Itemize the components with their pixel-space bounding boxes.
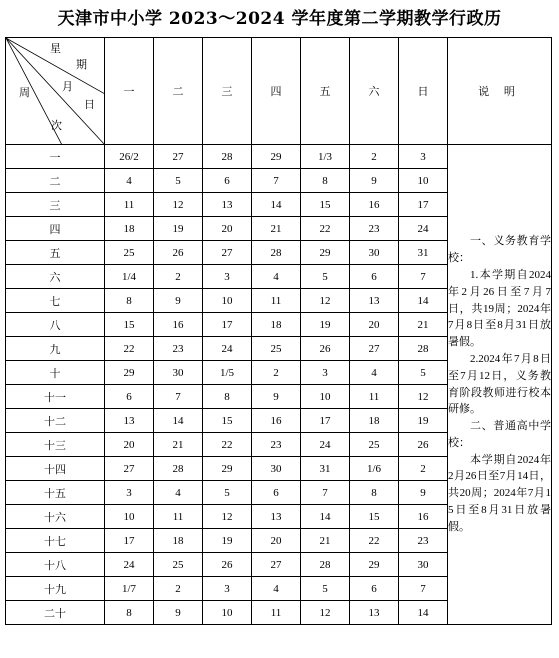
day-cell: 14 [301,505,350,529]
day-cell: 10 [203,601,252,625]
day-cell: 18 [105,217,154,241]
day-cell: 3 [301,361,350,385]
week-number: 二 [6,169,105,193]
day-cell: 22 [105,337,154,361]
corner-label-ci: 次 [51,120,62,132]
day-cell: 16 [399,505,448,529]
day-cell: 5 [399,361,448,385]
day-cell: 12 [154,193,203,217]
weekday-header: 一 [105,38,154,145]
day-cell: 14 [252,193,301,217]
day-cell: 11 [105,193,154,217]
day-cell: 5 [154,169,203,193]
day-cell: 28 [301,553,350,577]
table-row [6,145,552,169]
day-cell: 9 [350,169,399,193]
day-cell: 4 [350,361,399,385]
weekday-header: 五 [301,38,350,145]
day-cell: 11 [154,505,203,529]
day-cell: 16 [350,193,399,217]
week-number: 十八 [6,553,105,577]
day-cell: 8 [350,481,399,505]
day-cell: 12 [203,505,252,529]
notes-cell [448,145,552,625]
day-cell: 13 [252,505,301,529]
day-cell: 29 [301,241,350,265]
notes-paragraph: 1.本学期自2024年2月26日至7月7日，共19周；2024年7月8日至8月31日放暑假。 [448,268,551,349]
day-cell: 12 [301,289,350,313]
day-cell: 2 [154,577,203,601]
day-cell: 26/2 [105,145,154,169]
day-cell: 8 [301,169,350,193]
day-cell: 23 [252,433,301,457]
day-cell: 13 [203,193,252,217]
day-cell: 5 [203,481,252,505]
week-number: 十三 [6,433,105,457]
week-number: 十九 [6,577,105,601]
notes-paragraph: 一、义务教育学校： [448,235,551,265]
day-cell: 14 [399,289,448,313]
day-cell: 13 [350,601,399,625]
day-cell: 2 [350,145,399,169]
day-cell: 28 [154,457,203,481]
week-number: 十 [6,361,105,385]
day-cell: 1/4 [105,265,154,289]
day-cell: 3 [399,145,448,169]
day-cell: 3 [203,265,252,289]
day-cell: 6 [252,481,301,505]
day-cell: 15 [105,313,154,337]
day-cell: 28 [399,337,448,361]
day-cell: 21 [301,529,350,553]
week-number: 十四 [6,457,105,481]
day-cell: 7 [154,385,203,409]
day-cell: 5 [301,265,350,289]
week-number: 九 [6,337,105,361]
day-cell: 10 [105,505,154,529]
day-cell: 19 [301,313,350,337]
day-cell: 10 [203,289,252,313]
day-cell: 12 [301,601,350,625]
day-cell: 7 [399,577,448,601]
day-cell: 24 [203,337,252,361]
day-cell: 20 [350,313,399,337]
weekday-header: 二 [154,38,203,145]
day-cell: 31 [301,457,350,481]
day-cell: 26 [154,241,203,265]
day-cell: 15 [301,193,350,217]
day-cell: 22 [203,433,252,457]
day-cell: 30 [154,361,203,385]
day-cell: 17 [399,193,448,217]
day-cell: 19 [399,409,448,433]
day-cell: 24 [399,217,448,241]
week-number: 十七 [6,529,105,553]
day-cell: 7 [252,169,301,193]
day-cell: 23 [350,217,399,241]
day-cell: 1/6 [350,457,399,481]
day-cell: 28 [203,145,252,169]
day-cell: 17 [203,313,252,337]
day-cell: 21 [154,433,203,457]
day-cell: 25 [350,433,399,457]
day-cell: 12 [399,385,448,409]
day-cell: 21 [399,313,448,337]
day-cell: 20 [252,529,301,553]
day-cell: 29 [350,553,399,577]
day-cell: 27 [154,145,203,169]
day-cell: 11 [350,385,399,409]
day-cell: 11 [252,289,301,313]
day-cell: 20 [203,217,252,241]
week-number: 四 [6,217,105,241]
day-cell: 8 [105,601,154,625]
day-cell: 25 [252,337,301,361]
day-cell: 4 [252,577,301,601]
week-number: 六 [6,265,105,289]
notes-paragraph: 2.2024年7月8日至7月12日，义务教育阶段教师进行校本研修。 [448,352,551,416]
day-cell: 13 [105,409,154,433]
day-cell: 1/5 [203,361,252,385]
day-cell: 27 [203,241,252,265]
day-cell: 25 [154,553,203,577]
day-cell: 15 [350,505,399,529]
day-cell: 11 [252,601,301,625]
week-number: 十五 [6,481,105,505]
day-cell: 27 [350,337,399,361]
week-number: 十二 [6,409,105,433]
day-cell: 27 [252,553,301,577]
day-cell: 30 [252,457,301,481]
day-cell: 17 [105,529,154,553]
day-cell: 23 [399,529,448,553]
day-cell: 3 [203,577,252,601]
day-cell: 26 [399,433,448,457]
day-cell: 6 [350,265,399,289]
day-cell: 5 [301,577,350,601]
week-number: 八 [6,313,105,337]
day-cell: 15 [203,409,252,433]
week-number: 十一 [6,385,105,409]
weekday-header: 三 [203,38,252,145]
day-cell: 29 [203,457,252,481]
weekday-header: 六 [350,38,399,145]
day-cell: 30 [399,553,448,577]
day-cell: 18 [350,409,399,433]
weekday-header: 日 [399,38,448,145]
day-cell: 28 [252,241,301,265]
day-cell: 2 [252,361,301,385]
day-cell: 30 [350,241,399,265]
day-cell: 6 [203,169,252,193]
day-cell: 23 [154,337,203,361]
day-cell: 19 [203,529,252,553]
day-cell: 8 [105,289,154,313]
day-cell: 22 [301,217,350,241]
week-number: 五 [6,241,105,265]
day-cell: 22 [350,529,399,553]
notes-header: 说 明 [448,38,552,145]
day-cell: 7 [399,265,448,289]
weekday-header: 四 [252,38,301,145]
week-number: 三 [6,193,105,217]
corner-label-xing: 星 [50,43,61,55]
day-cell: 2 [154,265,203,289]
day-cell: 6 [350,577,399,601]
day-cell: 1/7 [105,577,154,601]
week-number: 一 [6,145,105,169]
day-cell: 9 [252,385,301,409]
day-cell: 8 [203,385,252,409]
day-cell: 19 [154,217,203,241]
day-cell: 16 [252,409,301,433]
day-cell: 29 [105,361,154,385]
day-cell: 4 [154,481,203,505]
day-cell: 14 [399,601,448,625]
page-title: 天津市中小学 2023～2024 学年度第二学期教学行政历 [57,9,502,29]
day-cell: 26 [301,337,350,361]
day-cell: 16 [154,313,203,337]
day-cell: 4 [252,265,301,289]
corner-cell [6,38,105,145]
day-cell: 17 [301,409,350,433]
header-row [6,38,552,145]
day-cell: 25 [105,241,154,265]
day-cell: 13 [350,289,399,313]
day-cell: 1/3 [301,145,350,169]
corner-label-yue: 月 [62,81,73,93]
day-cell: 3 [105,481,154,505]
day-cell: 14 [154,409,203,433]
day-cell: 9 [154,601,203,625]
day-cell: 7 [301,481,350,505]
notes-paragraph: 二、普通高中学校： [448,420,551,449]
day-cell: 24 [105,553,154,577]
day-cell: 31 [399,241,448,265]
day-cell: 6 [105,385,154,409]
day-cell: 9 [154,289,203,313]
week-number: 二十 [6,601,105,625]
day-cell: 26 [203,553,252,577]
day-cell: 9 [399,481,448,505]
corner-label-zhou: 周 [19,87,30,99]
day-cell: 2 [399,457,448,481]
day-cell: 10 [399,169,448,193]
day-cell: 18 [154,529,203,553]
day-cell: 29 [252,145,301,169]
notes-paragraph: 本学期自2024年2月26日至7月14日，共20周；2024年7月15日至8月31日放暑假。 [448,453,551,533]
week-number: 七 [6,289,105,313]
day-cell: 10 [301,385,350,409]
day-cell: 20 [105,433,154,457]
day-cell: 21 [252,217,301,241]
corner-label-ri: 日 [84,99,95,111]
week-number: 十六 [6,505,105,529]
calendar-table [5,37,552,625]
day-cell: 24 [301,433,350,457]
day-cell: 27 [105,457,154,481]
day-cell: 4 [105,169,154,193]
corner-label-qi: 期 [76,59,87,71]
day-cell: 18 [252,313,301,337]
